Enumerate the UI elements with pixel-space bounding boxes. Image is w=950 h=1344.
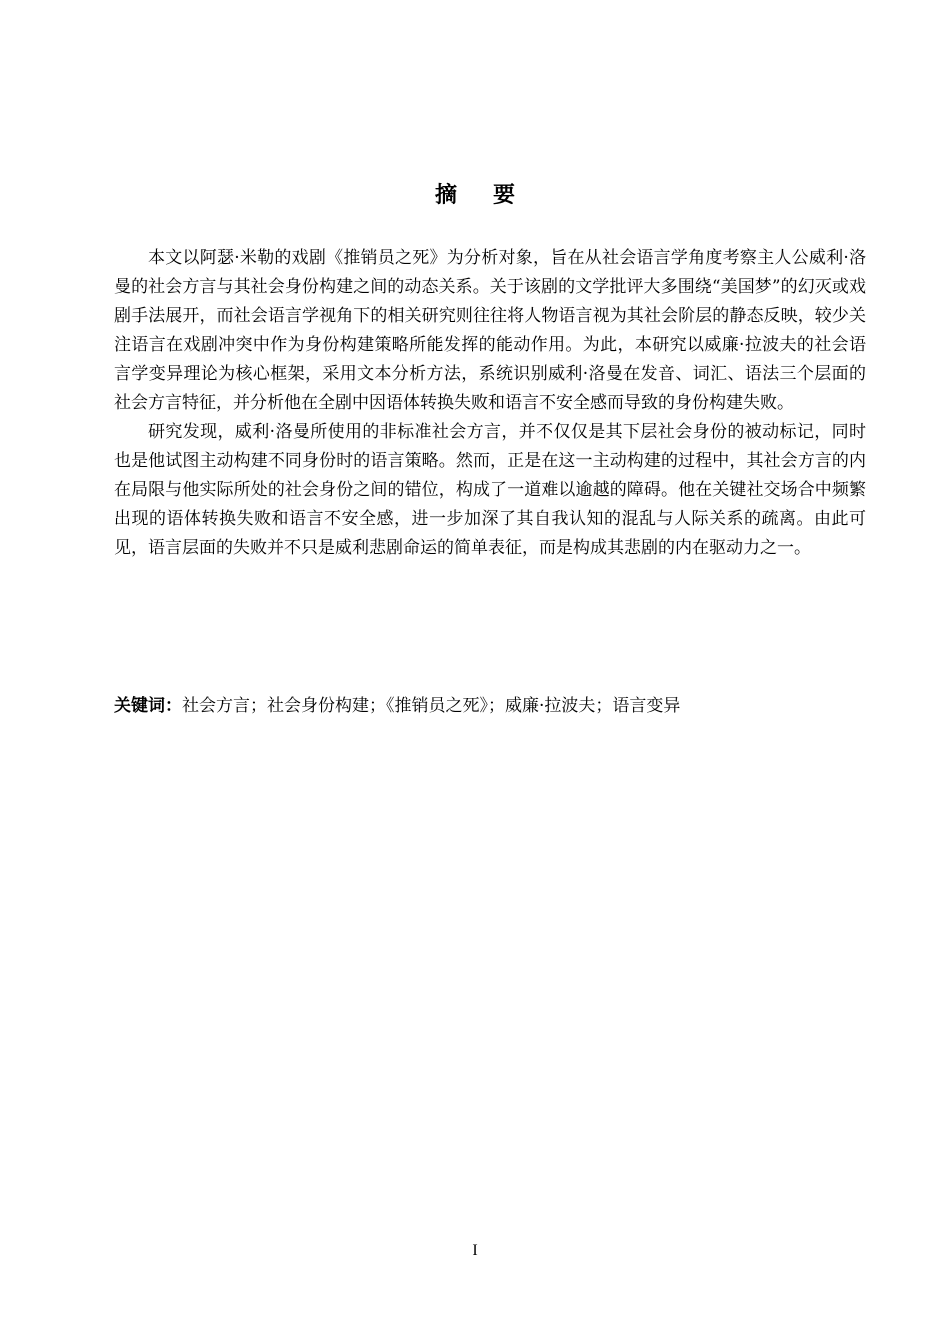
keywords-line (114, 692, 866, 721)
keywords-text: 社会方言；社会身份构建；《推销员之死》；威廉·拉波夫；语言变异 (182, 696, 681, 716)
abstract-body (114, 244, 866, 563)
abstract-title: 摘要 (434, 183, 551, 208)
keywords-label: 关键词： (114, 696, 182, 716)
abstract-paragraph-2: 研究发现，威利·洛曼所使用的非标准社会方言，并不仅仅是其下层社会身份的被动标记，同时也是他试图主动构建不同身份时的语言策略。然而，正是在这一主动构建的过程中，其社会方言的内在局限与他实际所处的社会身份之间的错位，构成了一道难以逾越的障碍。他在关键社交场合中频繁出现的语体转换失败和语言不安全感，进一步加深了其自我认知的混乱与人际关系的疏离。由此可见，语言层面的失败并不只是威利悲剧命运的简单表征，而是构成其悲剧的内在驱动力之一。 (114, 422, 866, 558)
abstract-paragraph-1: 本文以阿瑟·米勒的戏剧《推销员之死》为分析对象，旨在从社会语言学角度考察主人公威利·洛曼的社会方言与其社会身份构建之间的动态关系。关于该剧的文学批评大多围绕“美国梦”的幻灭或戏剧手法展开，而社会语言学视角下的相关研究则往往将人物语言视为其社会阶层的静态反映，较少关注语言在戏剧冲突中作为身份构建策略所能发挥的能动作用。为此，本研究以威廉·拉波夫的社会语言学变异理论为核心框架，采用文本分析方法，系统识别威利·洛曼在发音、词汇、语法三个层面的社会方言特征，并分析他在全剧中因语体转换失败和语言不安全感而导致的身份构建失败。 (114, 248, 866, 413)
page-number: I (472, 1242, 478, 1259)
